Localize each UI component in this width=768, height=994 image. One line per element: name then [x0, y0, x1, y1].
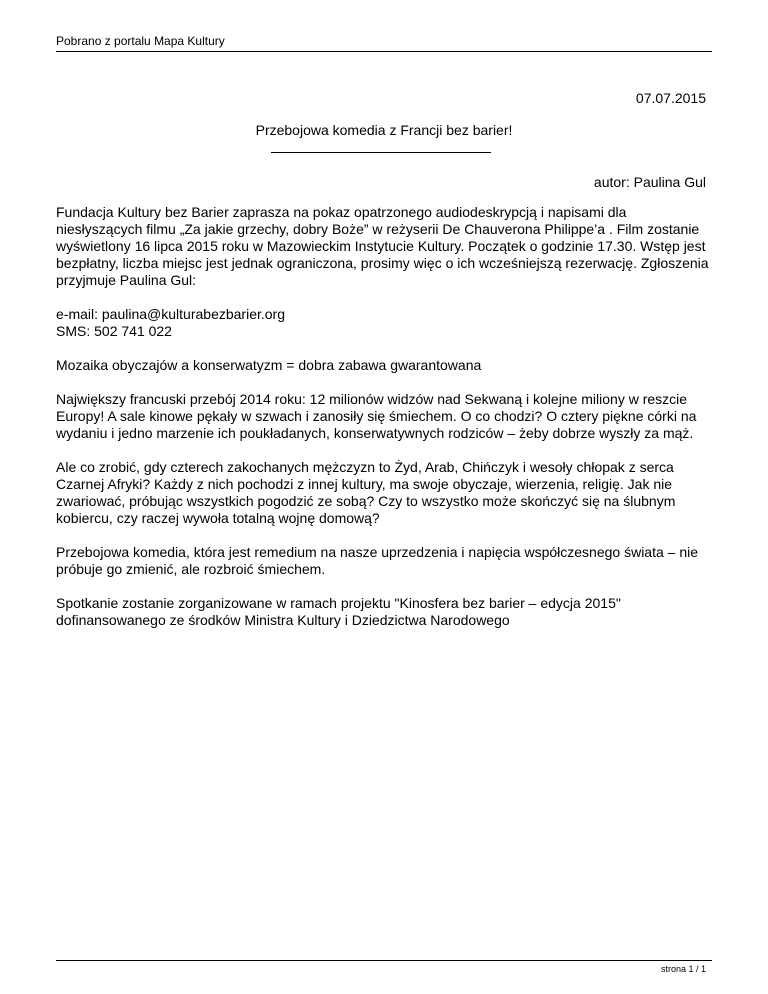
article-author: autor: Paulina Gul — [593, 174, 706, 190]
title-underline — [271, 152, 491, 153]
paragraph: Przebojowa komedia, która jest remedium na nasze uprzedzenia i napięcia współczesnego świata – nie próbuje go zmienić, ale rozbroić śmiechem. — [56, 544, 699, 577]
contact-block — [56, 306, 712, 340]
header-divider — [56, 51, 712, 52]
paragraph-subheading: Mozaika obyczajów a konserwatyzm = dobra zabawa gwarantowana — [56, 357, 482, 373]
paragraph: Spotkanie zostanie zorganizowane w ramach projektu "Kinosfera bez barier – edycja 2015" dofinansowanego ze środków Ministra Kultury i Dziedzictwa Narodowego — [56, 595, 621, 628]
paragraph-intro: Fundacja Kultury bez Barier zaprasza na pokaz opatrzonego audiodeskrypcją i napisami dla niesłyszących filmu „Za jakie grzechy, dobry Boże” w reżyserii De Chauverona Philippe’a . Film zostanie wyświetlony 16 lipca 2015 roku w Mazowieckim Instytucie Kultury. Początek o godzinie 17.30. Wstęp jest bezpłatny, liczba miejsc jest jednak ograniczona, prosimy więc o ich wcześniejszą rezerwację. Zgłoszenia przyjmuje Paulina Gul: — [56, 204, 709, 288]
publication-date: 07.07.2015 — [635, 90, 706, 106]
contact-sms: SMS: 502 741 022 — [56, 323, 172, 339]
contact-email: e-mail: paulina@kulturabezbarier.org — [56, 306, 285, 322]
source-label: Pobrano z portalu Mapa Kultury — [56, 34, 225, 48]
page-number: strona 1 / 1 — [660, 964, 706, 974]
footer-divider — [56, 960, 712, 961]
paragraph: Ale co zrobić, gdy czterech zakochanych mężczyzn to Żyd, Arab, Chińczyk i wesoły chłopak z serca Czarnej Afryki? Każdy z nich pochodzi z innej kultury, ma swoje obyczaje, wierzenia, religię. Jak nie zwariować, próbując wszystkich pogodzić ze sobą? Czy to wszystko może skończyć się na ślubnym kobiercu, czy raczej wywoła totalną wojnę domową? — [56, 459, 676, 526]
paragraph: Największy francuski przebój 2014 roku: 12 milionów widzów nad Sekwaną i kolejne miliony w reszcie Europy! A sale kinowe pękały w szwach i zanosiły się śmiechem. O co chodzi? O cztery piękne córki na wydaniu i jedno marzenie ich poukładanych, konserwatywnych rodziców – żeby dobrze wyszły za mąż. — [56, 391, 697, 441]
article-title: Przebojowa komedia z Francji bez barier! — [255, 122, 513, 138]
article-body — [56, 204, 712, 646]
